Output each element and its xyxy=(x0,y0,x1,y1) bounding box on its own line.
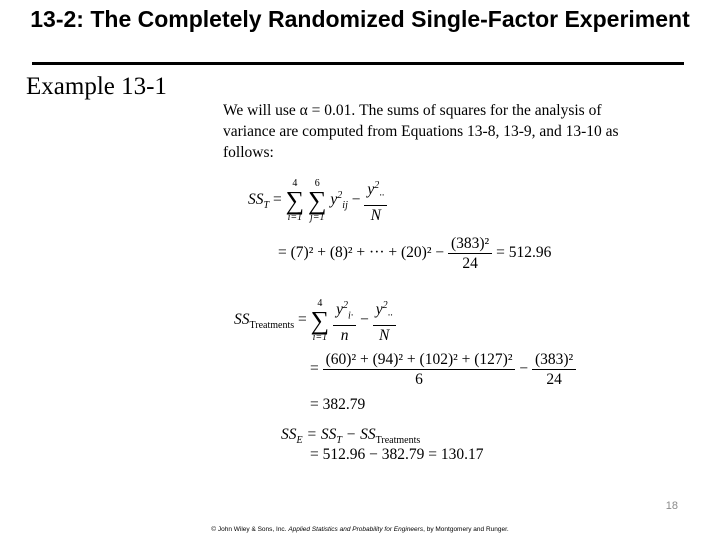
intro-text: We will use α = 0.01. The sums of squares for the analysis of variance are computed from Equations 13-8, 13-9, and 13-10 as follows: xyxy=(223,102,619,161)
sse-equation: $SS_E = SS_T - SS_{Treatments}$ xyxy=(281,426,421,447)
sstreatments-result: = 382.79 xyxy=(310,396,366,413)
slide-title: 13-2: The Completely Randomized Single-Factor Experiment xyxy=(30,6,690,32)
page-number: 18 xyxy=(665,500,678,512)
sum-symbol-j: 6 ∑ j=1 xyxy=(307,177,327,223)
sst-expansion: = (7)² + (8)² + ··· + (20)² − $\frac{\text{(383)²}}{24}$ = 512.96 xyxy=(278,235,552,272)
example-label: Example 13-1 xyxy=(26,73,167,100)
sum-symbol-i: 4 ∑ i=1 xyxy=(285,177,305,223)
sstreatments-equation: $SS_{Treatments}$ = 4 ∑ i=1 $\frac{y^2_{i\cdot}}{n}$ − $\frac{y^2_{\cdot\cdot}}{N}$ xyxy=(234,296,396,345)
sst-equation: $SS_T$ = 4 ∑ i=1 6 ∑ j=1 $y^2_{ij}$ − $\frac{y^2_{\cdot\cdot}}{N}$ xyxy=(248,176,387,225)
sstreatments-expansion: = $\frac{\text{(60)² + (94)² + (102)² + (127)²}}{6}$ − $\frac{\text{(383)²}}{24}$ xyxy=(310,350,576,389)
sum-symbol-treatments: 4 ∑ i=1 xyxy=(310,297,330,343)
title-underline xyxy=(32,62,684,65)
sse-result: = 512.96 − 382.79 = 130.17 xyxy=(310,446,484,463)
footer-copyright: © John Wiley & Sons, Inc. Applied Statistics and Probability for Engineers, by Montgomery and Runger. xyxy=(211,526,509,533)
